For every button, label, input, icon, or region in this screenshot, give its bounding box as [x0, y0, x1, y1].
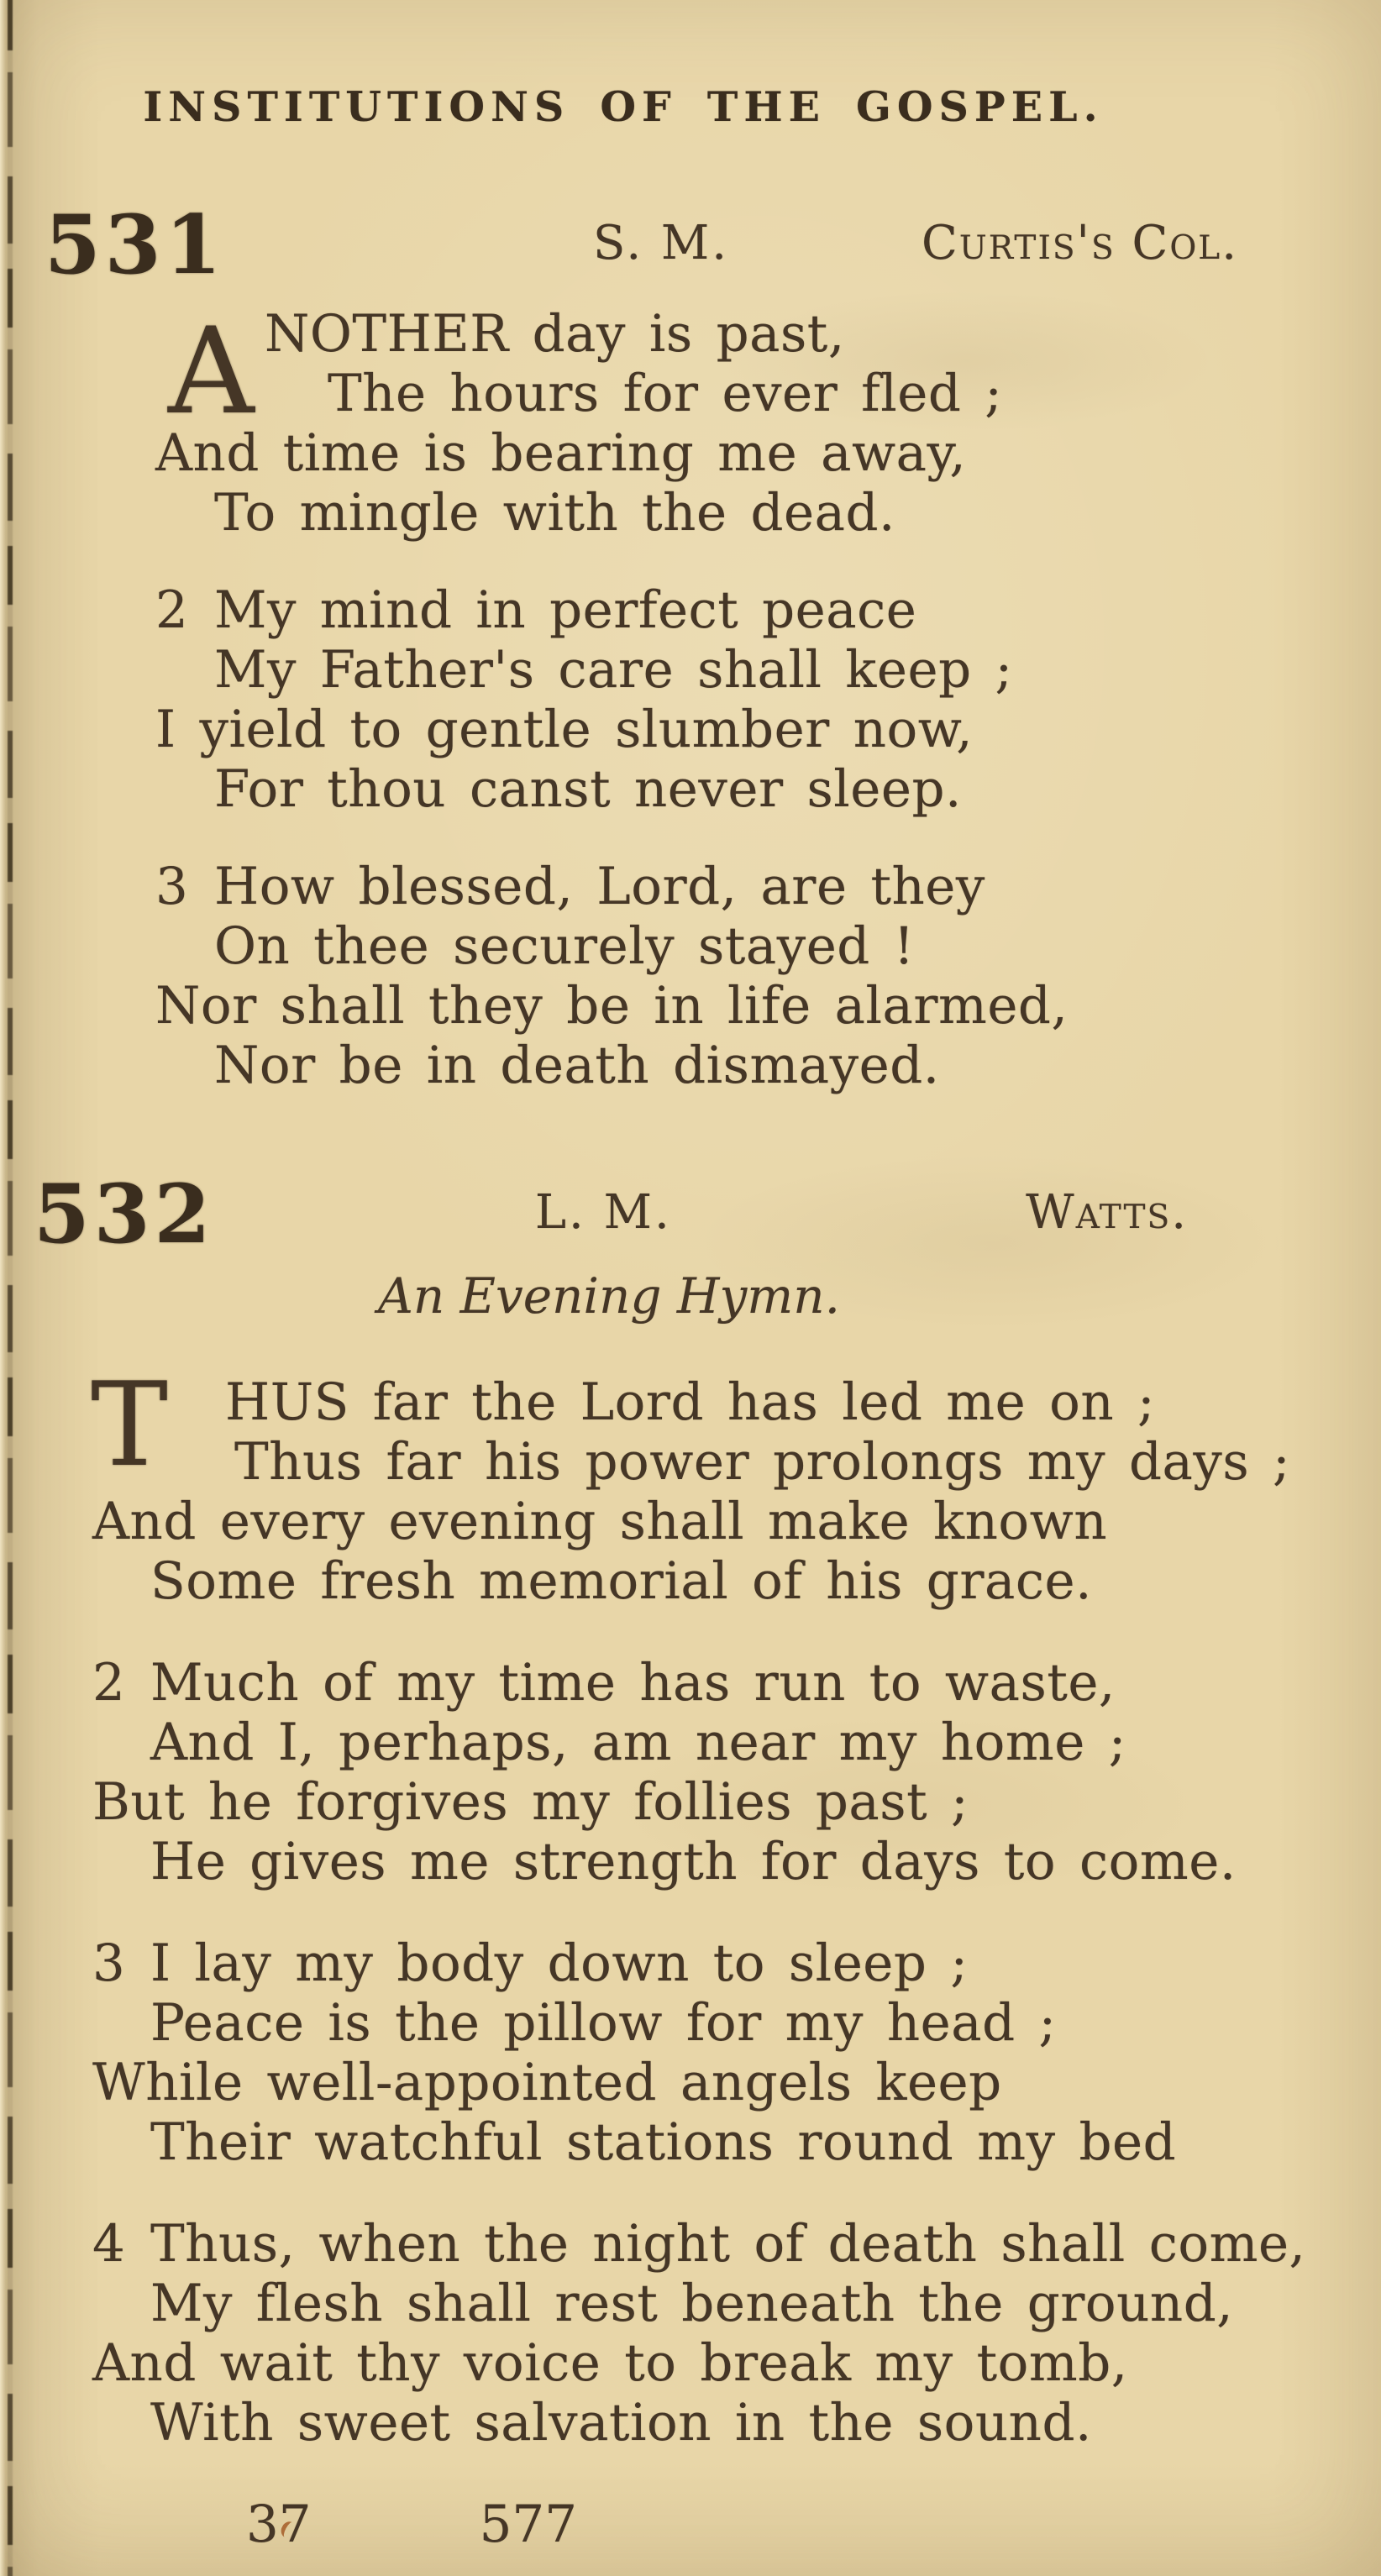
hymn-source-attribution: Watts.	[1026, 1185, 1188, 1240]
verse-line: I yield to gentle slumber now,	[155, 700, 974, 759]
verse-line: Nor be in death dismayed.	[214, 1036, 940, 1095]
drop-cap-letter: A	[168, 302, 255, 441]
verse-line: NOTHER day is past,	[265, 304, 845, 364]
verse-line: 2 Much of my time has run to waste,	[92, 1653, 1116, 1713]
stanza-number: 2	[92, 1653, 126, 1713]
stanza-list	[84, 1357, 1306, 2453]
verse-line: With sweet salvation in the sound.	[150, 2393, 1092, 2453]
hymn-number: 532	[34, 1167, 215, 1262]
verse-line: Their watchful stations round my bed	[150, 2112, 1177, 2172]
verse-line: For thou canst never sleep.	[214, 759, 962, 819]
stanza	[84, 857, 1238, 1095]
hymn-meter: S. M.	[592, 216, 730, 270]
drop-cap-letter: T	[91, 1357, 169, 1493]
verse-line: While well-appointed angels keep	[92, 2053, 1002, 2112]
stanza-number: 4	[92, 2214, 126, 2274]
verse-line: And every evening shall make known	[92, 1492, 1108, 1551]
verse-line: My flesh shall rest beneath the ground,	[150, 2274, 1234, 2333]
page-number: 577	[479, 2495, 578, 2554]
stanza-number: 2	[155, 580, 189, 640]
page-footer	[246, 2495, 1238, 2554]
running-header: INSTITUTIONS OF THE GOSPEL.	[143, 82, 1104, 131]
stanza	[84, 1357, 1291, 1611]
stanza	[84, 580, 1238, 819]
verse-line: And wait thy voice to break my tomb,	[92, 2333, 1128, 2393]
verse-line: 4 Thus, when the night of death shall come,	[92, 2214, 1306, 2274]
verse-line: 3 I lay my body down to sleep ;	[92, 1933, 969, 1993]
verse-line: HUS far the Lord has led me on ;	[225, 1372, 1156, 1432]
verse-line: My Father's care shall keep ;	[214, 640, 1013, 700]
stanza-list	[84, 304, 1238, 1095]
stanza	[84, 1653, 1238, 1891]
hymn-subtitle: An Evening Hymn.	[377, 1267, 841, 1325]
verse-line: The hours for ever fled ;	[328, 364, 1003, 423]
verse-line: And I, perhaps, am near my home ;	[150, 1713, 1126, 1772]
verse-line: Thus far his power prolongs my days ;	[234, 1432, 1291, 1492]
verse-line: On thee securely stayed !	[214, 916, 915, 976]
verse-line: He gives me strength for days to come.	[150, 1832, 1237, 1891]
verse-line: Peace is the pillow for my head ;	[150, 1993, 1057, 2053]
hymn-section	[34, 1167, 1306, 2453]
stanza	[84, 2214, 1306, 2453]
verse-line: 2 My mind in perfect peace	[155, 580, 917, 640]
hymn-header-row	[45, 197, 1238, 292]
verse-line: Some fresh memorial of his grace.	[150, 1551, 1093, 1611]
hymn-header-row	[34, 1167, 1238, 1262]
hymn-meter: L. M.	[534, 1185, 672, 1240]
stanza	[84, 1933, 1238, 2172]
verse-line: Nor shall they be in life alarmed,	[155, 976, 1069, 1036]
verse-line: And time is bearing me away,	[155, 423, 967, 483]
stanza	[84, 304, 1238, 543]
stanza-number: 3	[155, 857, 189, 916]
hymn-number: 531	[45, 197, 226, 292]
hymn-section	[45, 197, 1238, 1095]
verse-line: 3 How blessed, Lord, are they	[155, 857, 985, 916]
stanza-number: 3	[92, 1933, 126, 1993]
binding-edge	[0, 0, 25, 2576]
verse-line: But he forgives my follies past ;	[92, 1772, 969, 1832]
hymn-list	[34, 197, 1306, 2453]
signature-mark: 37	[246, 2495, 312, 2554]
hymn-source-attribution: Curtis's Col.	[922, 216, 1238, 270]
verse-line: To mingle with the dead.	[214, 483, 895, 543]
